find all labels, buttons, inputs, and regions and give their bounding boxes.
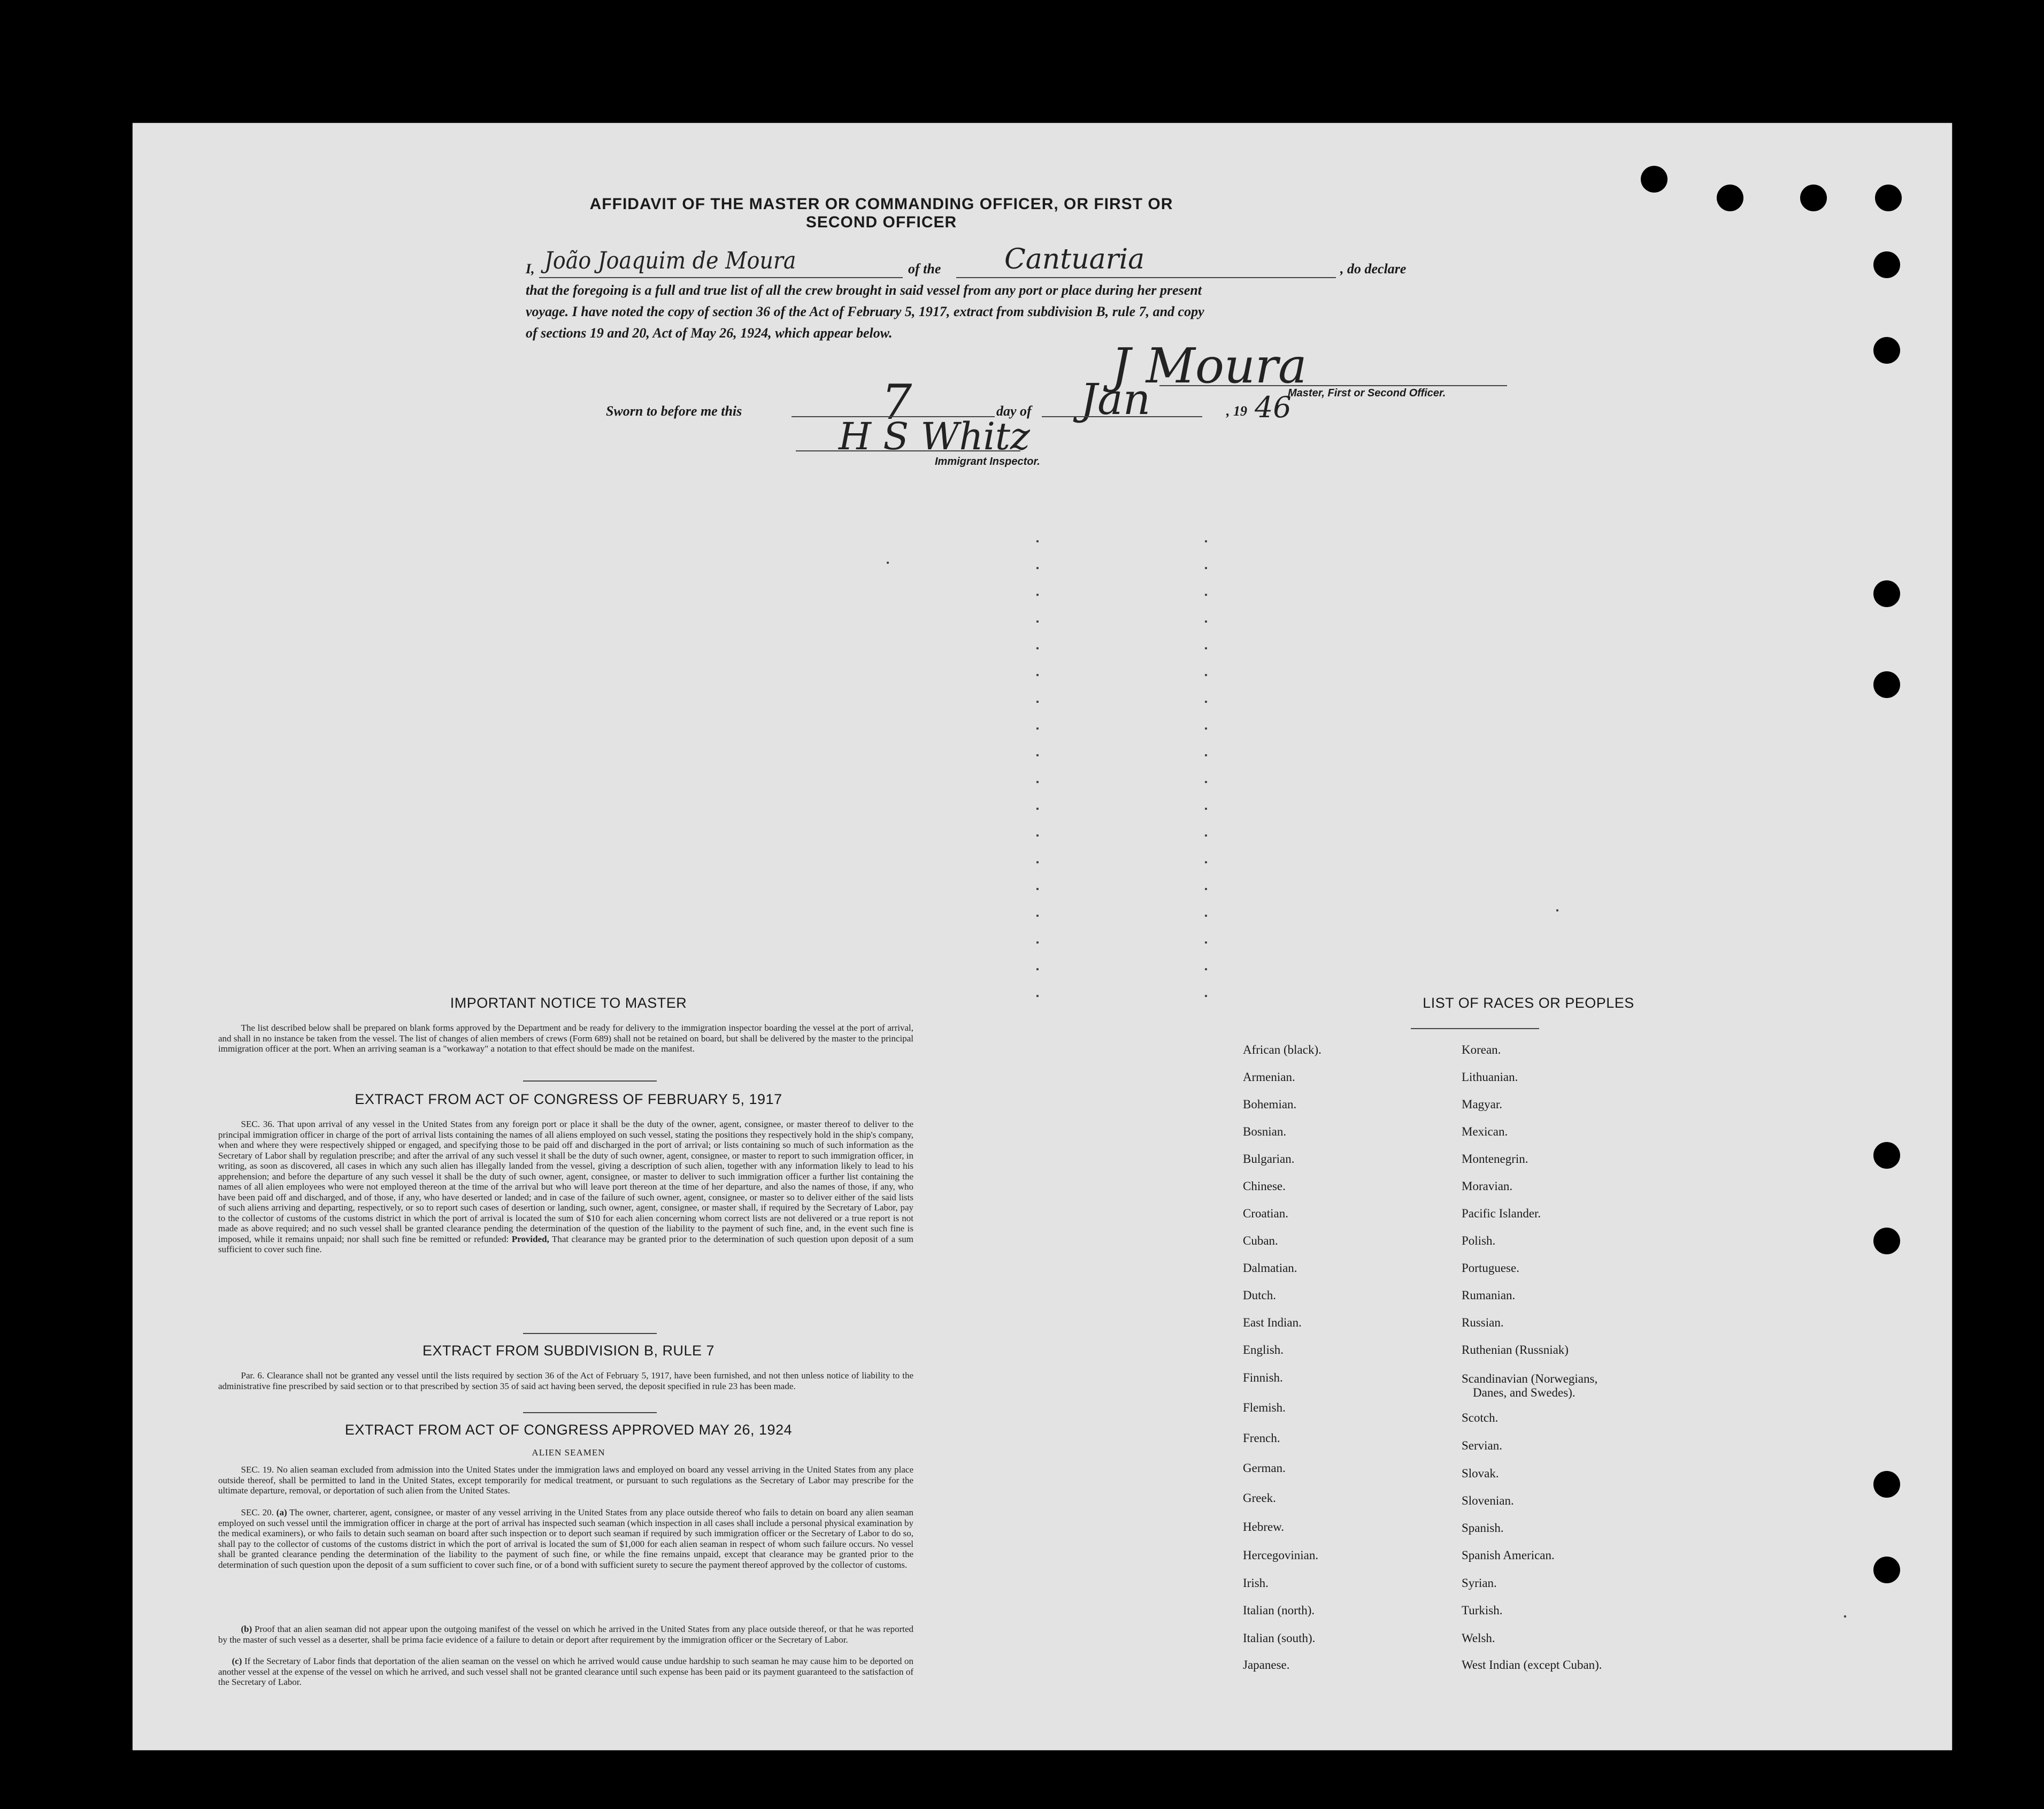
notice-title: IMPORTANT NOTICE TO MASTER bbox=[450, 995, 687, 1011]
races-rule bbox=[1411, 1028, 1539, 1029]
extract-1924-sec20b: (b) Proof that an alien seaman did not appear upon the outgoing manifest of the vessel on which he arrived in the United States from any place outside thereof, or that he was reported by the master of such vessel as a deserter, shall be prima facie evidence of a failure to detain or deport after requirement by the immigration officer or the Secretary of Labor. bbox=[218, 1624, 914, 1645]
punch-hole bbox=[1875, 185, 1902, 211]
race-item: Scotch. bbox=[1462, 1411, 1499, 1424]
affidavit-i-label: I, bbox=[526, 261, 535, 277]
race-item: Turkish. bbox=[1462, 1604, 1503, 1617]
race-item: Mexican. bbox=[1462, 1125, 1508, 1138]
race-item: East Indian. bbox=[1243, 1316, 1302, 1329]
punch-hole bbox=[1873, 1228, 1900, 1254]
race-item: Slovak. bbox=[1462, 1467, 1499, 1480]
master-signature-line bbox=[1159, 385, 1507, 386]
race-item: Finnish. bbox=[1243, 1371, 1283, 1384]
extract-1924-sec19: SEC. 19. No alien seaman excluded from admission into the United States under the immigration laws and employed on board any vessel arriving in the United States from any place outside thereof, shall be permitted to land in the United States, except temporarily for medical treatment, or pursuant to such regulations as the Secretary of Labor may prescribe for the ultimate departure, removal, or deportation of such alien from the United States. bbox=[218, 1465, 913, 1496]
race-item: Lithuanian. bbox=[1462, 1070, 1518, 1084]
race-item: French. bbox=[1243, 1431, 1280, 1445]
extract-rule7-title: EXTRACT FROM SUBDIVISION B, RULE 7 bbox=[422, 1343, 715, 1359]
punch-hole bbox=[1717, 185, 1743, 211]
punch-hole bbox=[1873, 1557, 1900, 1583]
extract-1917-rule bbox=[523, 1333, 657, 1334]
race-item: Bohemian. bbox=[1243, 1098, 1297, 1111]
race-item: Dalmatian. bbox=[1243, 1261, 1297, 1275]
race-item: Greek. bbox=[1243, 1491, 1276, 1505]
race-item: Moravian. bbox=[1462, 1179, 1513, 1193]
extract-1924-title: EXTRACT FROM ACT OF CONGRESS APPROVED MAY 26, 1924 bbox=[344, 1422, 793, 1438]
race-item: Bosnian. bbox=[1243, 1125, 1287, 1138]
race-item: Magyar. bbox=[1462, 1098, 1503, 1111]
punch-hole bbox=[1873, 580, 1900, 607]
master-signature-handwritten: J Moura bbox=[1111, 338, 1307, 394]
race-item: Servian. bbox=[1462, 1439, 1503, 1452]
master-name-line bbox=[539, 277, 903, 278]
race-item: Danes, and Swedes). bbox=[1473, 1386, 1576, 1399]
day-handwritten: 7 bbox=[881, 374, 912, 431]
race-item: German. bbox=[1243, 1461, 1286, 1475]
race-item: Italian (north). bbox=[1243, 1604, 1315, 1617]
race-item: Italian (south). bbox=[1243, 1631, 1316, 1645]
race-item: Montenegrin. bbox=[1462, 1152, 1528, 1166]
affidavit-title: AFFIDAVIT OF THE MASTER OR COMMANDING OFFICER, OR FIRST OR SECOND OFFICER bbox=[589, 195, 1173, 231]
inspector-caption: Immigrant Inspector. bbox=[935, 456, 1040, 467]
race-item: Hercegovinian. bbox=[1243, 1549, 1319, 1562]
month-line bbox=[1042, 416, 1202, 417]
vessel-name-line bbox=[956, 277, 1336, 278]
inspector-signature-line bbox=[796, 450, 1020, 451]
extract-1917-text: SEC. 36. That upon arrival of any vessel in the United States from any foreign port or place it shall be the duty of the owner, agent, consignee, or master thereof to deliver to the principal immigration officer in charge of the port of arrival lists containing the names of all aliens employed on such vessel, stating the positions they respectively hold in the ship's company, when and where they were respectively shipped or engaged, and specifying those to be paid off and discharged in the port of arrival; or lists containing so much of such information as the Secretary of Labor shall by regulation prescribe; and after the arrival of any such vessel it shall be the duty of such owner, agent, consignee, or master to report to such immigration officer, in writing, as soon as discovered, all cases in which any such alien has illegally landed from the vessel, giving a description of such alien, together with any information likely to lead to his apprehension; and before the departure of any such vessel it shall be the duty of such owner, agent, consignee, or master to deliver to such immigration officer a further list containing the names of all alien employees who were not employed thereon at the time of the arrival but who will leave port thereon at the time of her departure, and also the names of those, if any, who have been paid off and discharged, and of those, if any, who have deserted or landed; and in case of the failure of such owner, agent, consignee, or master so to deliver either of the said lists of such aliens arriving and departing, respectively, or so to report such cases of desertion or landing, such owner, agent, consignee, or master shall, if required by the Secretary of Labor, pay to the collector of customs of the customs district in which the port of arrival is located the sum of $10 for each alien concerning whom correct lists are not delivered or a true report is not made as above required; and no such vessel shall be granted clearance pending the determination of the question of the liability to the payment of such fine, and, in the event such fine is imposed, while it remains unpaid; nor shall such fine be remitted or refunded: Provided, That clearance may be granted prior to the determination of such question upon deposit of a sum sufficient to cover such fine. bbox=[218, 1119, 913, 1254]
year-prefix: , 19 bbox=[1226, 403, 1247, 419]
affidavit-do-declare: , do declare bbox=[1340, 261, 1407, 277]
race-item: Japanese. bbox=[1243, 1658, 1290, 1672]
punch-hole bbox=[1641, 166, 1668, 193]
day-label: day of bbox=[996, 403, 1032, 419]
punch-hole bbox=[1800, 185, 1827, 211]
race-item: Pacific Islander. bbox=[1462, 1207, 1541, 1220]
affidavit-line-3: voyage. I have noted the copy of section 36 of the Act of February 5, 1917, extract from subdivision B, rule 7, and copy bbox=[526, 304, 1204, 319]
race-item: Irish. bbox=[1243, 1576, 1269, 1590]
extract-rule7-rule bbox=[523, 1412, 657, 1413]
race-item: Croatian. bbox=[1243, 1207, 1288, 1220]
race-item: Slovenian. bbox=[1462, 1494, 1514, 1507]
race-item: Spanish. bbox=[1462, 1521, 1504, 1535]
extract-1917-title: EXTRACT FROM ACT OF CONGRESS OF FEBRUARY 5, 1917 bbox=[355, 1091, 782, 1107]
race-item: Welsh. bbox=[1462, 1631, 1495, 1645]
extract-rule7-text: Par. 6. Clearance shall not be granted any vessel until the lists required by section 36 of the Act of February 5, 1917, have been furnished, and not then unless notice of liability to the administrative fine prescribed by said section or to that prescribed by section 35 of said act having been served, the deposit specified in rule 23 has been made. bbox=[218, 1370, 913, 1391]
punch-hole bbox=[1873, 1471, 1900, 1498]
punch-hole bbox=[1873, 1142, 1900, 1169]
race-item: English. bbox=[1243, 1343, 1284, 1356]
affidavit-line-4: of sections 19 and 20, Act of May 26, 1924, which appear below. bbox=[526, 325, 893, 341]
race-item: Hebrew. bbox=[1243, 1520, 1285, 1534]
race-item: Korean. bbox=[1462, 1043, 1501, 1056]
race-item: Polish. bbox=[1462, 1234, 1496, 1247]
vessel-name-handwritten: Cantuaria bbox=[1004, 243, 1145, 275]
race-item: Rumanian. bbox=[1462, 1289, 1516, 1302]
year-handwritten: 46 bbox=[1255, 390, 1292, 424]
affidavit-line-2: that the foregoing is a full and true list of all the crew brought in said vessel from any port or place during her present bbox=[526, 282, 1202, 298]
race-item: Flemish. bbox=[1243, 1401, 1286, 1414]
notice-text: The list described below shall be prepared on blank forms approved by the Department and be ready for delivery to the immigration inspector boarding the vessel at the port of arrival, and shall in no instance be taken from the vessel. The list of changes of alien members of crews (Form 689) shall not be retained on board, but shall be delivered by the master to the principal immigration officer at the port. When an arriving seaman is a "workaway" a notation to that effect should be made on the manifest. bbox=[218, 1023, 913, 1054]
race-item: Russian. bbox=[1462, 1316, 1504, 1329]
race-item: West Indian (except Cuban). bbox=[1462, 1658, 1602, 1672]
notice-rule bbox=[523, 1080, 657, 1082]
race-item: Armenian. bbox=[1243, 1070, 1295, 1084]
race-item: Syrian. bbox=[1462, 1576, 1497, 1590]
affidavit-of-the-label: of the bbox=[908, 261, 941, 277]
race-item: Cuban. bbox=[1243, 1234, 1278, 1247]
month-handwritten: Jan bbox=[1080, 374, 1151, 424]
extract-1924-subtitle: ALIEN SEAMEN bbox=[532, 1447, 605, 1458]
race-item: Scandinavian (Norwegians, bbox=[1462, 1372, 1598, 1385]
extract-1924-sec20c: (c) If the Secretary of Labor finds that deportation of the alien seaman on the vessel on which he arrived would cause undue hardship to such seaman he may cause him to be deported on another vessel at the expense of the vessel on which he arrived, and such vessel shall not be granted clearance until such expense has been paid or its payment guaranteed to the satisfaction of the Secretary of Labor. bbox=[218, 1656, 914, 1687]
punch-hole bbox=[1873, 251, 1900, 278]
race-item: Bulgarian. bbox=[1243, 1152, 1295, 1166]
form-sheet bbox=[133, 123, 1952, 1750]
punch-hole bbox=[1873, 337, 1900, 364]
races-title: LIST OF RACES OR PEOPLES bbox=[1423, 995, 1634, 1011]
master-caption: Master, First or Second Officer. bbox=[1288, 387, 1446, 399]
master-name-handwritten: João Joaquim de Moura bbox=[544, 247, 796, 274]
race-item: Ruthenian (Russniak) bbox=[1462, 1343, 1569, 1356]
race-item: Dutch. bbox=[1243, 1289, 1276, 1302]
punch-hole bbox=[1873, 671, 1900, 698]
race-item: African (black). bbox=[1243, 1043, 1321, 1056]
extract-1924-sec20a: SEC. 20. (a) The owner, charterer, agent, consignee, or master of any vessel arriving in the United States from any place outside thereof who fails to detain on board any alien seaman employed on such vessel until the immigration officer in charge at the port of arrival has inspected such seaman (which inspection in all cases shall include a personal physical examination by the medical examiners), or who fails to detain such seaman on board after such inspection or to deport such seaman if required by such immigration officer or the Secretary of Labor to do so, shall pay to the collector of customs of the customs district in which the port of arrival is located the sum of $1,000 for each alien seaman in respect of whom such failure occurs. No vessel shall be granted clearance pending the determination of the liability to the payment of such fine, or while the fine remains unpaid, except that clearance may be granted prior to the determination of such question upon the deposit of a sum sufficient to cover such fine, or of a bond with sufficient surety to secure the payment thereof approved by the collector of customs. bbox=[218, 1507, 913, 1570]
race-item: Spanish American. bbox=[1462, 1549, 1555, 1562]
race-item: Portuguese. bbox=[1462, 1261, 1519, 1275]
inspector-signature-handwritten: H S Whitz bbox=[839, 415, 1030, 458]
race-item: Chinese. bbox=[1243, 1179, 1286, 1193]
sworn-label: Sworn to before me this bbox=[606, 403, 742, 419]
